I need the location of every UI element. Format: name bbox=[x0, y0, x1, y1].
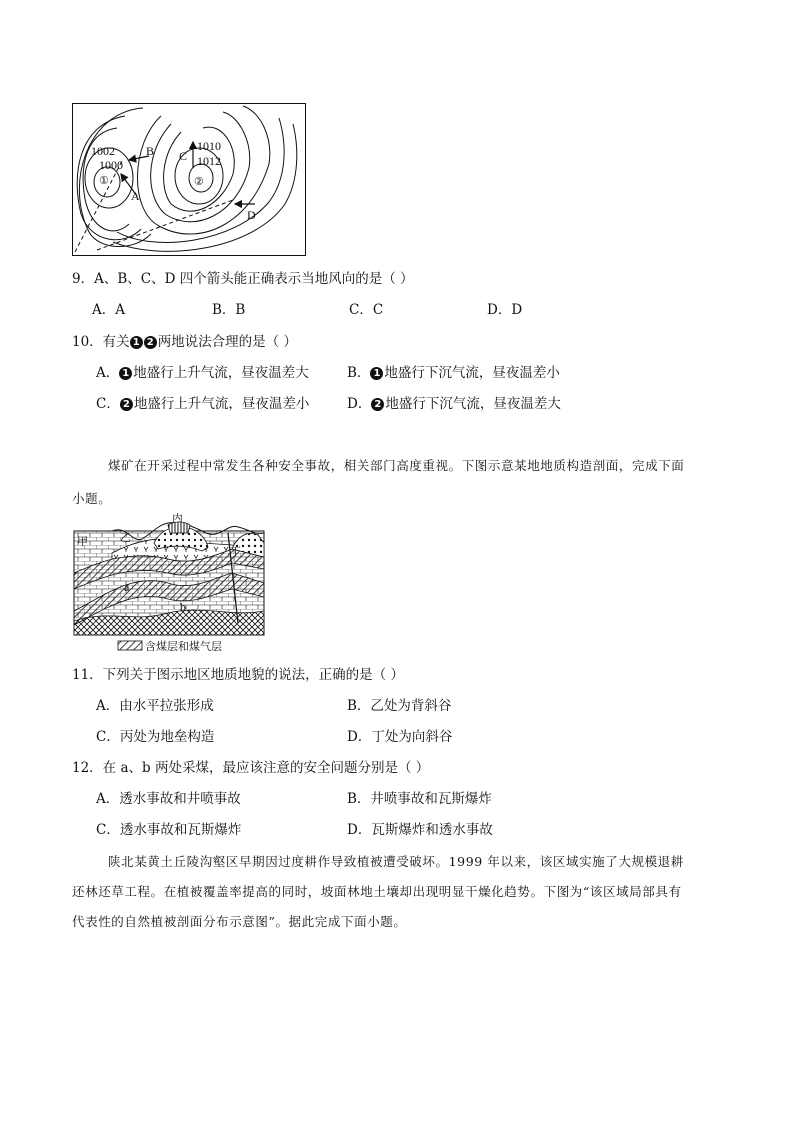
circled-two-icon: 2 bbox=[120, 398, 133, 411]
legend-swatch bbox=[118, 641, 142, 650]
label-ding: 丁 bbox=[230, 545, 241, 558]
label-1002: 1002 bbox=[91, 144, 115, 158]
passage3-line1: 陕北某黄土丘陵沟壑区早期因过度耕作导致植被遭受破坏。1999 年以来，该区域实施了大规模退耕 bbox=[108, 854, 684, 869]
isobar-diagram bbox=[73, 104, 304, 254]
label-point2: ② bbox=[194, 176, 204, 188]
q10-option-c[interactable] bbox=[96, 395, 309, 413]
label-1000: 1000 bbox=[99, 158, 123, 172]
label-1010: 1010 bbox=[197, 139, 221, 153]
q11-option-a[interactable]: A．由水平拉张形成 bbox=[96, 698, 214, 714]
q12-option-d[interactable]: D．瓦斯爆炸和透水事故 bbox=[347, 822, 493, 838]
isobars-outer bbox=[113, 118, 297, 251]
option-text: 地盛行下沉气流，昼夜温差大 bbox=[385, 396, 561, 412]
isobar-figure bbox=[72, 103, 306, 256]
q10-stem bbox=[72, 333, 297, 351]
q10-option-d[interactable] bbox=[347, 395, 561, 413]
label-c: C bbox=[179, 149, 188, 163]
circled-two-icon: 2 bbox=[371, 398, 384, 411]
option-letter: B． bbox=[347, 365, 371, 381]
q11-option-d[interactable]: D．丁处为向斜谷 bbox=[347, 729, 453, 745]
q12-option-b[interactable]: B．井喷事故和瓦斯爆炸 bbox=[347, 791, 492, 807]
label-d: D bbox=[247, 208, 256, 222]
q10-prefix: 10．有关 bbox=[72, 334, 130, 350]
passage3-line3: 代表性的自然植被剖面分布示意图”。据此完成下面小题。 bbox=[72, 914, 407, 929]
passage2-line2: 小题。 bbox=[72, 491, 112, 506]
option-letter: A． bbox=[96, 365, 120, 381]
q11-option-b[interactable]: B．乙处为背斜谷 bbox=[347, 698, 452, 714]
q10-suffix: 两地说法合理的是（ ） bbox=[157, 334, 297, 350]
label-yi: 乙 bbox=[120, 531, 131, 544]
q11-option-c[interactable]: C．丙处为地垒构造 bbox=[96, 729, 215, 745]
circled-one-icon: 1 bbox=[370, 367, 383, 380]
label-1012: 1012 bbox=[197, 154, 221, 168]
option-text: 地盛行下沉气流，昼夜温差小 bbox=[384, 365, 560, 381]
label-b: B bbox=[146, 144, 155, 158]
geology-diagram bbox=[72, 513, 268, 653]
option-text: 地盛行上升气流，昼夜温差大 bbox=[133, 365, 309, 381]
option-text: 地盛行上升气流，昼夜温差小 bbox=[133, 396, 310, 412]
label-a: A bbox=[131, 189, 140, 203]
q12-option-a[interactable]: A．透水事故和井喷事故 bbox=[96, 791, 241, 807]
option-letter: D． bbox=[347, 396, 372, 412]
label-a: a bbox=[124, 580, 130, 594]
circled-two-icon: 2 bbox=[144, 336, 157, 349]
q10-option-b[interactable] bbox=[347, 364, 560, 382]
isobar-labels bbox=[91, 139, 256, 222]
circled-one-icon: 1 bbox=[119, 367, 132, 380]
passage3-line2: 还林还草工程。在植被覆盖率提高的同时，坡面林地土壤却出现明显干燥化趋势。下图为“该区域局部具有 bbox=[72, 884, 682, 899]
q9-stem: 9．A、B、C、D 四个箭头能正确表示当地风向的是（ ） bbox=[72, 271, 414, 287]
label-point1: ① bbox=[99, 175, 109, 187]
label-b: b bbox=[180, 600, 186, 614]
option-letter: C． bbox=[96, 396, 120, 412]
q9-option-d[interactable]: D．D bbox=[487, 302, 523, 318]
q10-option-a[interactable] bbox=[96, 364, 309, 382]
circled-one-icon: 1 bbox=[130, 336, 143, 349]
passage2-line1: 煤矿在开采过程中常发生各种安全事故，相关部门高度重视。下图示意某地地质构造剖面，完成下面 bbox=[108, 458, 685, 473]
q9-option-a[interactable]: A．A bbox=[92, 302, 125, 318]
q11-stem: 11．下列关于图示地区地质地貌的说法，正确的是（ ） bbox=[72, 667, 404, 683]
q12-option-c[interactable]: C．透水事故和瓦斯爆炸 bbox=[96, 822, 242, 838]
legend-label: 含煤层和煤气层 bbox=[145, 640, 222, 653]
q12-stem: 12．在 a、b 两处采煤，最应该注意的安全问题分别是（ ） bbox=[72, 760, 430, 776]
geology-figure bbox=[72, 513, 268, 653]
label-bing: 丙 bbox=[172, 513, 183, 524]
q9-option-b[interactable]: B．B bbox=[212, 302, 246, 318]
q9-option-c[interactable]: C．C bbox=[349, 302, 384, 318]
label-jia: 甲 bbox=[77, 535, 88, 548]
